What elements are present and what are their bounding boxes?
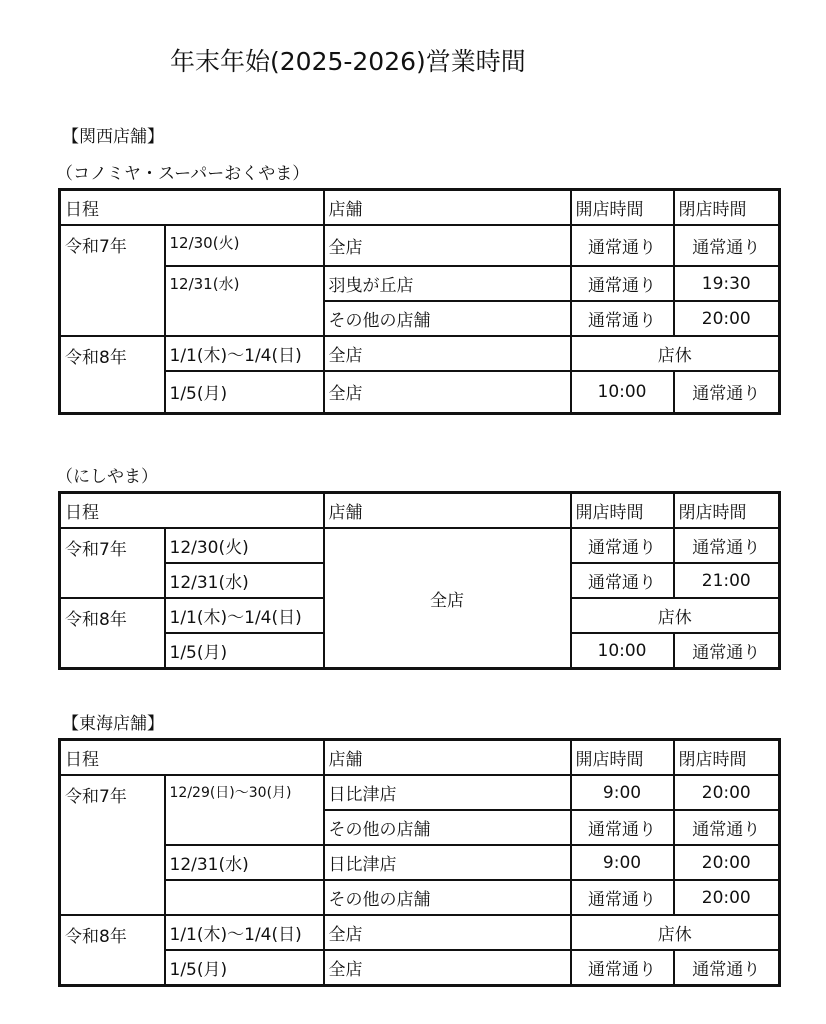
store-cell: その他の店舗 bbox=[324, 301, 571, 336]
date-cell: 1/5(月) bbox=[165, 950, 324, 986]
table-row bbox=[60, 371, 780, 413]
header-open: 開店時間 bbox=[571, 190, 674, 226]
date-cell: 1/1(木)〜1/4(日) bbox=[165, 336, 324, 371]
store-cell: 全店 bbox=[324, 915, 571, 950]
table-row bbox=[60, 845, 780, 880]
store-cell: 全店 bbox=[324, 528, 571, 669]
table-row bbox=[60, 336, 780, 371]
header-close: 閉店時間 bbox=[674, 190, 780, 226]
open-cell: 通常通り bbox=[571, 225, 674, 266]
year-cell: 令和7年 bbox=[60, 775, 165, 915]
table-row bbox=[60, 775, 780, 810]
store-cell: 全店 bbox=[324, 336, 571, 371]
store-cell: 全店 bbox=[324, 371, 571, 413]
open-cell: 9:00 bbox=[571, 845, 674, 880]
table-row bbox=[60, 915, 780, 950]
close-cell: 通常通り bbox=[674, 633, 780, 669]
open-cell: 10:00 bbox=[571, 633, 674, 669]
open-cell: 通常通り bbox=[571, 950, 674, 986]
header-open: 開店時間 bbox=[571, 493, 674, 529]
group-label-nishiyama: （にしやま） bbox=[56, 467, 158, 487]
header-store: 店舗 bbox=[324, 190, 571, 226]
header-store: 店舗 bbox=[324, 740, 571, 776]
store-cell: 日比津店 bbox=[324, 775, 571, 810]
header-schedule: 日程 bbox=[60, 740, 324, 776]
hours-table-nishiyama bbox=[58, 491, 781, 670]
close-cell: 通常通り bbox=[674, 225, 780, 266]
date-cell: 12/29(日)〜30(月) bbox=[165, 775, 324, 845]
table-row bbox=[60, 950, 780, 986]
empty-date-cell bbox=[165, 880, 324, 915]
close-cell: 通常通り bbox=[674, 371, 780, 413]
date-cell: 1/1(木)〜1/4(日) bbox=[165, 598, 324, 633]
date-cell: 12/31(水) bbox=[165, 563, 324, 598]
table-header bbox=[60, 190, 780, 226]
year-cell: 令和8年 bbox=[60, 598, 165, 669]
store-cell: 日比津店 bbox=[324, 845, 571, 880]
hours-table-konomiya bbox=[58, 188, 781, 415]
date-cell: 1/5(月) bbox=[165, 371, 324, 413]
year-cell: 令和7年 bbox=[60, 225, 165, 336]
group-label-konomiya: （コノミヤ・スーパーおくやま） bbox=[56, 164, 310, 184]
store-cell: その他の店舗 bbox=[324, 810, 571, 845]
close-cell: 20:00 bbox=[674, 880, 780, 915]
close-cell: 19:30 bbox=[674, 266, 780, 301]
open-cell: 10:00 bbox=[571, 371, 674, 413]
date-cell: 12/30(火) bbox=[165, 225, 324, 266]
closed-cell: 店休 bbox=[571, 336, 780, 371]
table-row bbox=[60, 528, 780, 563]
section-heading-kansai: 【関西店舗】 bbox=[62, 127, 164, 147]
store-cell: その他の店舗 bbox=[324, 880, 571, 915]
close-cell: 20:00 bbox=[674, 845, 780, 880]
date-cell: 1/5(月) bbox=[165, 633, 324, 669]
header-store: 店舗 bbox=[324, 493, 571, 529]
closed-cell: 店休 bbox=[571, 598, 780, 633]
close-cell: 通常通り bbox=[674, 950, 780, 986]
date-cell: 12/31(水) bbox=[165, 845, 324, 880]
store-cell: 全店 bbox=[324, 950, 571, 986]
year-cell: 令和7年 bbox=[60, 528, 165, 598]
store-cell: 全店 bbox=[324, 225, 571, 266]
close-cell: 21:00 bbox=[674, 563, 780, 598]
open-cell: 通常通り bbox=[571, 266, 674, 301]
date-cell: 1/1(木)〜1/4(日) bbox=[165, 915, 324, 950]
header-schedule: 日程 bbox=[60, 493, 324, 529]
open-cell: 通常通り bbox=[571, 810, 674, 845]
closed-cell: 店休 bbox=[571, 915, 780, 950]
header-schedule: 日程 bbox=[60, 190, 324, 226]
close-cell: 20:00 bbox=[674, 775, 780, 810]
close-cell: 通常通り bbox=[674, 528, 780, 563]
date-cell: 12/31(水) bbox=[165, 266, 324, 336]
open-cell: 通常通り bbox=[571, 528, 674, 563]
year-cell: 令和8年 bbox=[60, 336, 165, 413]
table-header bbox=[60, 740, 780, 776]
year-cell: 令和8年 bbox=[60, 915, 165, 986]
date-cell: 12/30(火) bbox=[165, 528, 324, 563]
header-open: 開店時間 bbox=[571, 740, 674, 776]
close-cell: 通常通り bbox=[674, 810, 780, 845]
open-cell: 通常通り bbox=[571, 563, 674, 598]
header-close: 閉店時間 bbox=[674, 493, 780, 529]
store-cell: 羽曳が丘店 bbox=[324, 266, 571, 301]
close-cell: 20:00 bbox=[674, 301, 780, 336]
section-heading-tokai: 【東海店舗】 bbox=[62, 714, 164, 734]
table-header bbox=[60, 493, 780, 529]
open-cell: 通常通り bbox=[571, 301, 674, 336]
page-title: 年末年始(2025-2026)営業時間 bbox=[170, 47, 526, 76]
hours-table-tokai bbox=[58, 738, 781, 987]
table-row bbox=[60, 880, 780, 915]
header-close: 閉店時間 bbox=[674, 740, 780, 776]
table-row bbox=[60, 266, 780, 301]
table-row bbox=[60, 225, 780, 266]
open-cell: 9:00 bbox=[571, 775, 674, 810]
open-cell: 通常通り bbox=[571, 880, 674, 915]
